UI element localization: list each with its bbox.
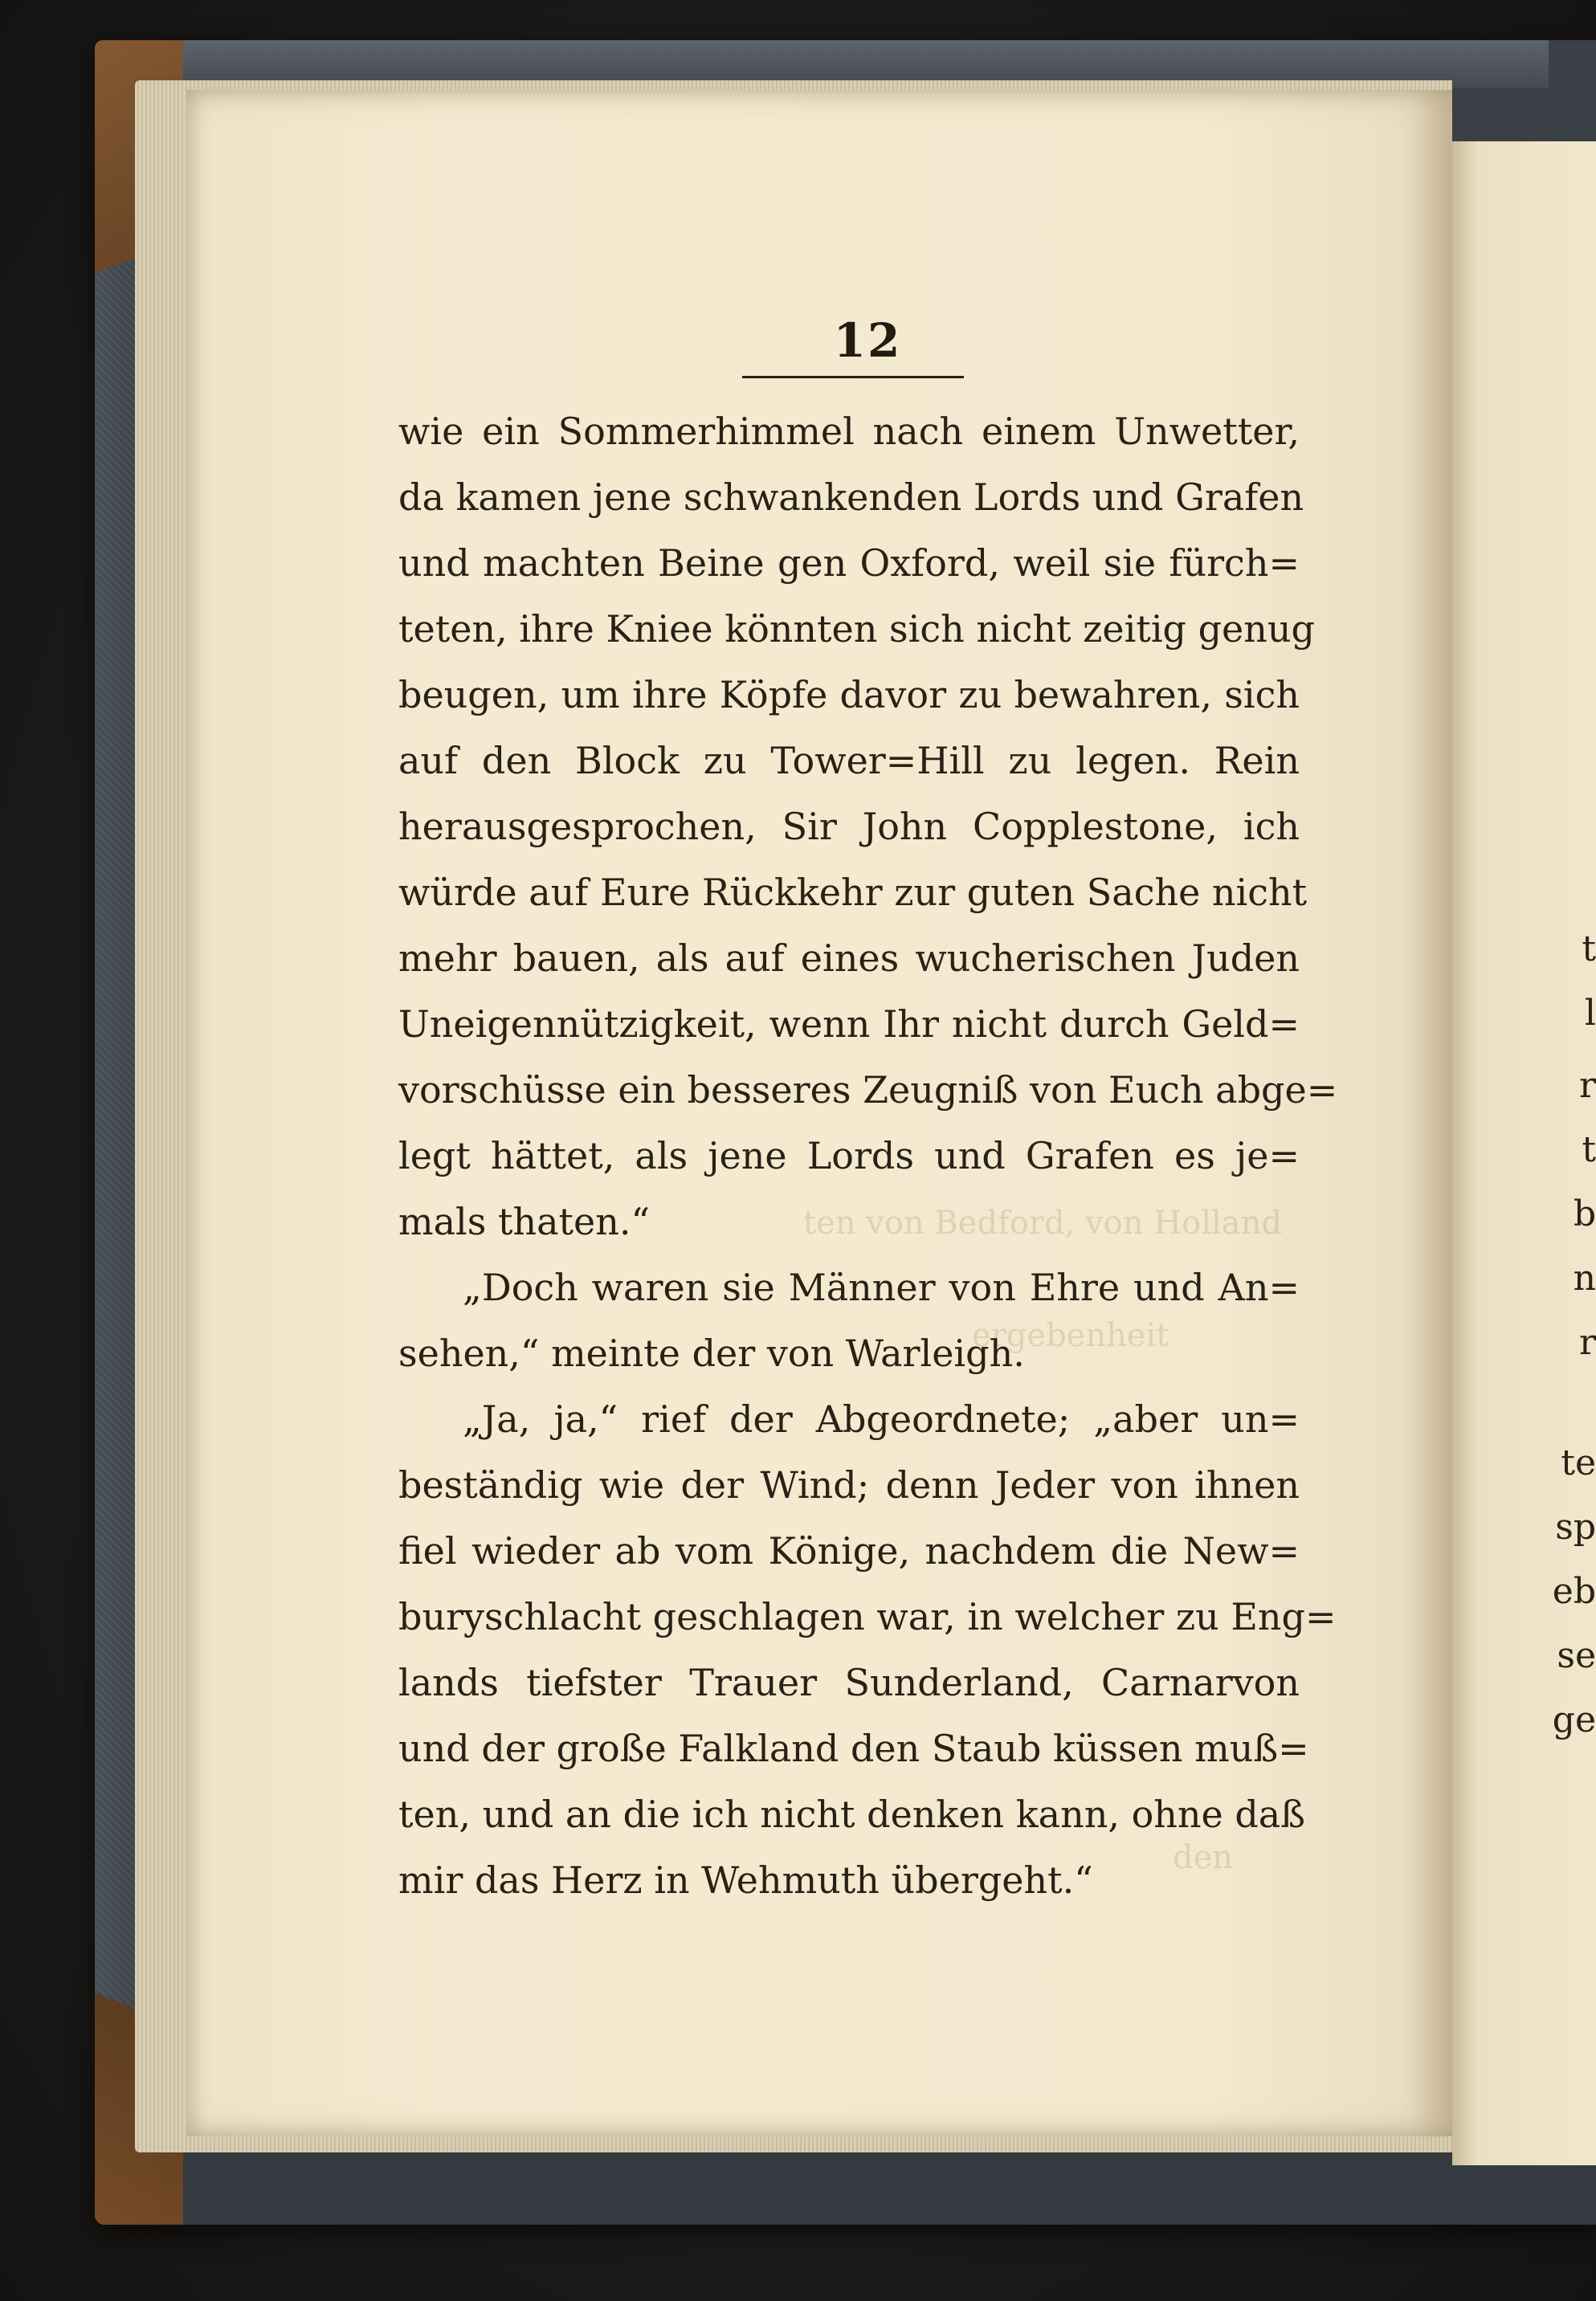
facing-page-fragment: l — [1584, 993, 1596, 1034]
text-line: buryschlacht geschlagen war, in welcher zu Eng= — [398, 1595, 1337, 1638]
text-line: herausgesprochen, Sir John Copplestone, ich — [398, 805, 1300, 848]
text-line: „Doch waren sie Männer von Ehre und An= — [463, 1266, 1300, 1309]
facing-page-fragment: te — [1561, 1442, 1596, 1483]
text-line: lands tiefster Trauer Sunderland, Carnarvon — [398, 1661, 1300, 1704]
text-line: teten, ihre Kniee könnten sich nicht zeitig genug — [398, 607, 1315, 651]
text-line: fiel wieder ab vom Könige, nachdem die New= — [398, 1529, 1300, 1573]
show-through-text: den — [1173, 1839, 1234, 1876]
text-line: sehen,“ meinte der von Warleigh. — [398, 1332, 1025, 1375]
text-line: vorschüsse ein besseres Zeugniß von Euch abge= — [398, 1068, 1338, 1112]
text-line: „Ja, ja,“ rief der Abgeordnete; „aber un= — [463, 1397, 1300, 1441]
text-line: und machten Beine gen Oxford, weil sie fürch= — [398, 541, 1300, 585]
text-line: wie ein Sommerhimmel nach einem Unwetter, — [398, 410, 1300, 453]
header-rule — [742, 376, 964, 378]
text-line: mehr bauen, als auf eines wucherischen Juden — [398, 936, 1300, 980]
show-through-text: ergebenheit — [972, 1317, 1169, 1354]
facing-page-fragment: eb — [1552, 1571, 1596, 1612]
text-line: und der große Falkland den Staub küssen muß= — [398, 1727, 1309, 1770]
text-line: auf den Block zu Tower=Hill zu legen. Rein — [398, 739, 1300, 782]
facing-page-fragment: se — [1557, 1635, 1596, 1676]
text-line: Uneigennützigkeit, wenn Ihr nicht durch Geld= — [398, 1002, 1300, 1046]
facing-page-fragment: n — [1573, 1258, 1596, 1299]
text-line: ten, und an die ich nicht denken kann, ohne daß — [398, 1793, 1305, 1836]
page-number: 12 — [833, 313, 902, 368]
facing-page-fragment: sp — [1555, 1507, 1596, 1548]
text-line: würde auf Eure Rückkehr zur guten Sache nicht — [398, 871, 1308, 914]
text-line: mals thaten.“ — [398, 1200, 650, 1243]
facing-page-fragment: t — [1582, 928, 1596, 969]
facing-page-fragment: t — [1582, 1129, 1596, 1170]
facing-page-fragment: ge — [1552, 1699, 1596, 1740]
text-line: legt hättet, als jene Lords und Grafen es je= — [398, 1134, 1300, 1177]
facing-page-fragment: r — [1578, 1065, 1596, 1106]
text-line: da kamen jene schwankenden Lords und Grafen — [398, 475, 1304, 519]
facing-page-edge — [1452, 141, 1596, 2165]
text-line: beständig wie der Wind; denn Jeder von ihnen — [398, 1463, 1300, 1507]
text-line: mir das Herz in Wehmuth übergeht.“ — [398, 1858, 1093, 1902]
facing-page-fragment: r — [1578, 1322, 1596, 1363]
text-line: beugen, um ihre Köpfe davor zu bewahren, sich — [398, 673, 1300, 716]
show-through-text: ten von Bedford, von Holland — [803, 1205, 1283, 1242]
facing-page-fragment: b — [1573, 1193, 1596, 1234]
